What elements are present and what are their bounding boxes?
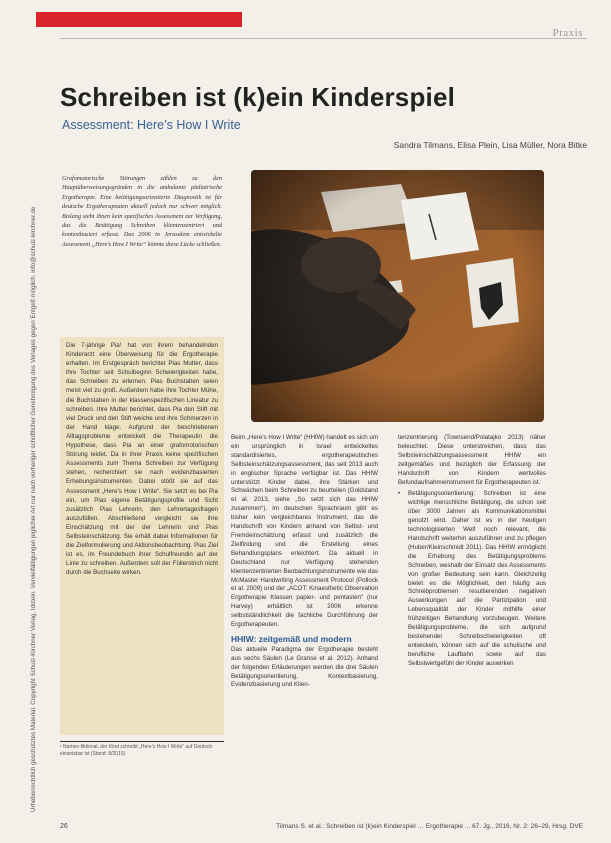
child-writing-illustration (251, 170, 544, 422)
footer-citation: Tilmans S. et al.: Schreiben ist (k)ein Kinderspiel … Ergotherapie ... 67. Jg., 2016, Nr. 2: 26–29, Hrsg. DVE (276, 823, 583, 830)
case-example-box (60, 337, 224, 735)
body-paragraph: Das aktuelle Paradigma der Ergotherapie besteht aus sechs Säulen (Le Granse et al. 2012). Anhand der folgenden Erläuterungen werden die drei Säulen Betätigungsorientierung, Kontextbasierung, Evidenzbasierung und Klien- (231, 645, 378, 689)
bullet-icon: • (398, 490, 401, 498)
footnote: ¹ Namen fiktional, der Kind schreibt „Here’s How I Write“ auf Deutsch einsetzbar ist (Stand: 8/2015) (60, 744, 213, 757)
body-paragraph: tenzentrierung (Townsend/Polatajko 2013) näher beleuchtet. Diese unterstreichen, dass das Selbsteinschätzungsassessment HHIW ein zeitgemäßes und bezüglich der Erfassung der Handschrift von Kindern wertvolles Befundaufnahmeinstrument für Ergotherapeuten ist. (398, 434, 546, 486)
body-column-2 (231, 434, 378, 690)
header-rule (60, 38, 587, 39)
bullet-item (398, 490, 546, 668)
header-red-bar (36, 12, 242, 27)
article-lead: Grafomotorische Störungen zählen zu den Hauptüberweisungsgründen in die ambulante pädiatrische Ergotherapie. Eine betätigungsorientierte Diagnostik ist für deutsche Ergotherapeuten aktuell jedoch nur schwer möglich. Bislang steht ihnen kein spezifisches Assessment zur Verfügung, das die Betätigung Schreiben klientenzentriert und kontextbasiert erfasst. Das 2006 in Jerusalem entwickelte Assessment „Here’s How I Write“ könnte diese Lücke schließen. (62, 175, 222, 248)
body-column-3 (398, 434, 546, 669)
section-label: Praxis (552, 27, 583, 39)
page-number: 26 (60, 823, 68, 830)
copyright-side-note: Urheberrechtlich geschütztes Material. Copyright Schulz-Kirchner Verlag, Idstein. Vervielfältigungen jeglicher Art nur nach vorheriger schriftlicher Genehmigung des Verlages gegen Entgelt möglich. info@schulz-kirchner.de (30, 206, 37, 812)
section-subheading: HHIW: zeitgemäß und modern (231, 633, 352, 644)
footnote-rule (60, 741, 224, 742)
article-subtitle: Assessment: Here’s How I Write (62, 118, 241, 132)
article-authors: Sandra Tilmans, Elisa Plein, Lisa Müller, Nora Bitke (393, 140, 587, 150)
case-example-text: Die 7-jährige Pia¹ hat von ihrem behandelnden Kinderarzt eine Überweisung für die Ergotherapie erhalten. Im Erstgespräch berichtet Pias Mutter, dass ihre Tochter seit Schulbeginn Schwierigkeiten habe, das Schreiben zu erlernen. Pias Buchstaben seien meist viel zu groß. Außerdem habe ihre Tochter Mühe, die Buchstaben in der klassenspezifischen Lineatur zu schreiben. Ihre Mutter berichtet, dass Pia den Stift mit viel Druck und den Stift weiche und ihre Schmerzen in der Hand klage. Aufgrund der beschriebenen Alltagsprobleme entwickelt die Therapeutin die Hypothese, dass Pia an einer grafomotorischen Störung leidet. Da in ihrer Praxis keine spezifischen Assessments zum Thema Schreiben zur Verfügung stehen, recherchiert sie nach evidenzbasierten Erhebungsinstrumenten. Dabei stößt sie auf das Assessment „Here’s How I Write“. Sie setzt es bei Pia ein, um Pias eigene Betätigungsprofile und Sicht zusätzlich Pias Lehrerin, den Lehrertagesfragen auszufüllen. Abschließend vergleicht sie ihre Einschätzung mit der der Lehrerin und Pias Selbsteinschätzung. Sie erhält dabei Informationen für die Zielformulierung und Aktionsbeobachtung. Pias Ziel ist es, im Freundebuch ihrer Schulfreundin auf der Linie zu schreiben. Außerdem soll der Füllerstrich nicht durch die Buchseite wirken. (66, 342, 218, 577)
article-photo (251, 170, 544, 422)
body-paragraph: Beim „Here’s How I Write“ (HHIW) handelt es sich um ein ursprünglich in Israel entwickeltes standardisiertes, ergotherapeutisches Selbsteinschätzungsassessment, das seit 2013 auch in englischer Sprache verfügbar ist. Das HHIW unterstützt Kinder dabei, ihre Stärken und Schwächen beim Schreiben zu beurteilen (Goldstand et al. 2013, siehe „So setzt sich das HHIW zusammen“). Im deutschen Sprachraum gibt es bisher kein vergleichbares Instrument, das die Handschrift von Kindern anhand von Selbst- und Fremdeinschätzung erfasst und zusätzlich die Zielfindung und die Erstellung eines Behandlungsplans erleichtert. Da aktuell in Deutschland nur Verfügung stehenden klientenzentrierten Beobachtungsinstrumente wie das McMaster Handwriting Assessment Protocol (Pollock et al. 2009) und der „ACOT: Kinaesthetic Observation Ergotherapie Klassen papier- und pentasten“ (nur Harvey) erhältlich ist 2006 erkenne selbstständlichkeit die fachliche Durchführung der Ergotherapeuten. (231, 434, 378, 629)
article-title: Schreiben ist (k)ein Kinderspiel (60, 82, 456, 112)
bullet-text: Betätigungsorientierung: Schreiben ist eine wichtige menschliche Betätigung, die schon seit über 3000 Jahren als Kommunikationsmittel genutzt wird. Daher ist es in der heutigen technologisierten Welt noch relevant, die Handschrift weiterhin auszuführen und zu pflegen (Huber/Kleinschmidt 2011). Das HHIW ermöglicht die Erhebung des Betätigungsproblems Schreiben, weshalb der Einsatz des Assessments von großer Bedeutung sein kann. Gleichzeitig bietet es die Möglichkeit, den häufig aus Schreibproblemen resultierenden negativen Auswirkungen auf die Partizipation und Lebensqualität der Kinder mithilfe einer frühzeitigen Behandlung vorzubeugen. Weitere Betätigungsprobleme, die sich aufgrund bestehender Schreibschwierigkeiten oft entwickeln, können sich auf die schulische und berufliche Laufbahn sowie auf das Selbstwertgefühl der Kinder auswirken (408, 490, 546, 667)
